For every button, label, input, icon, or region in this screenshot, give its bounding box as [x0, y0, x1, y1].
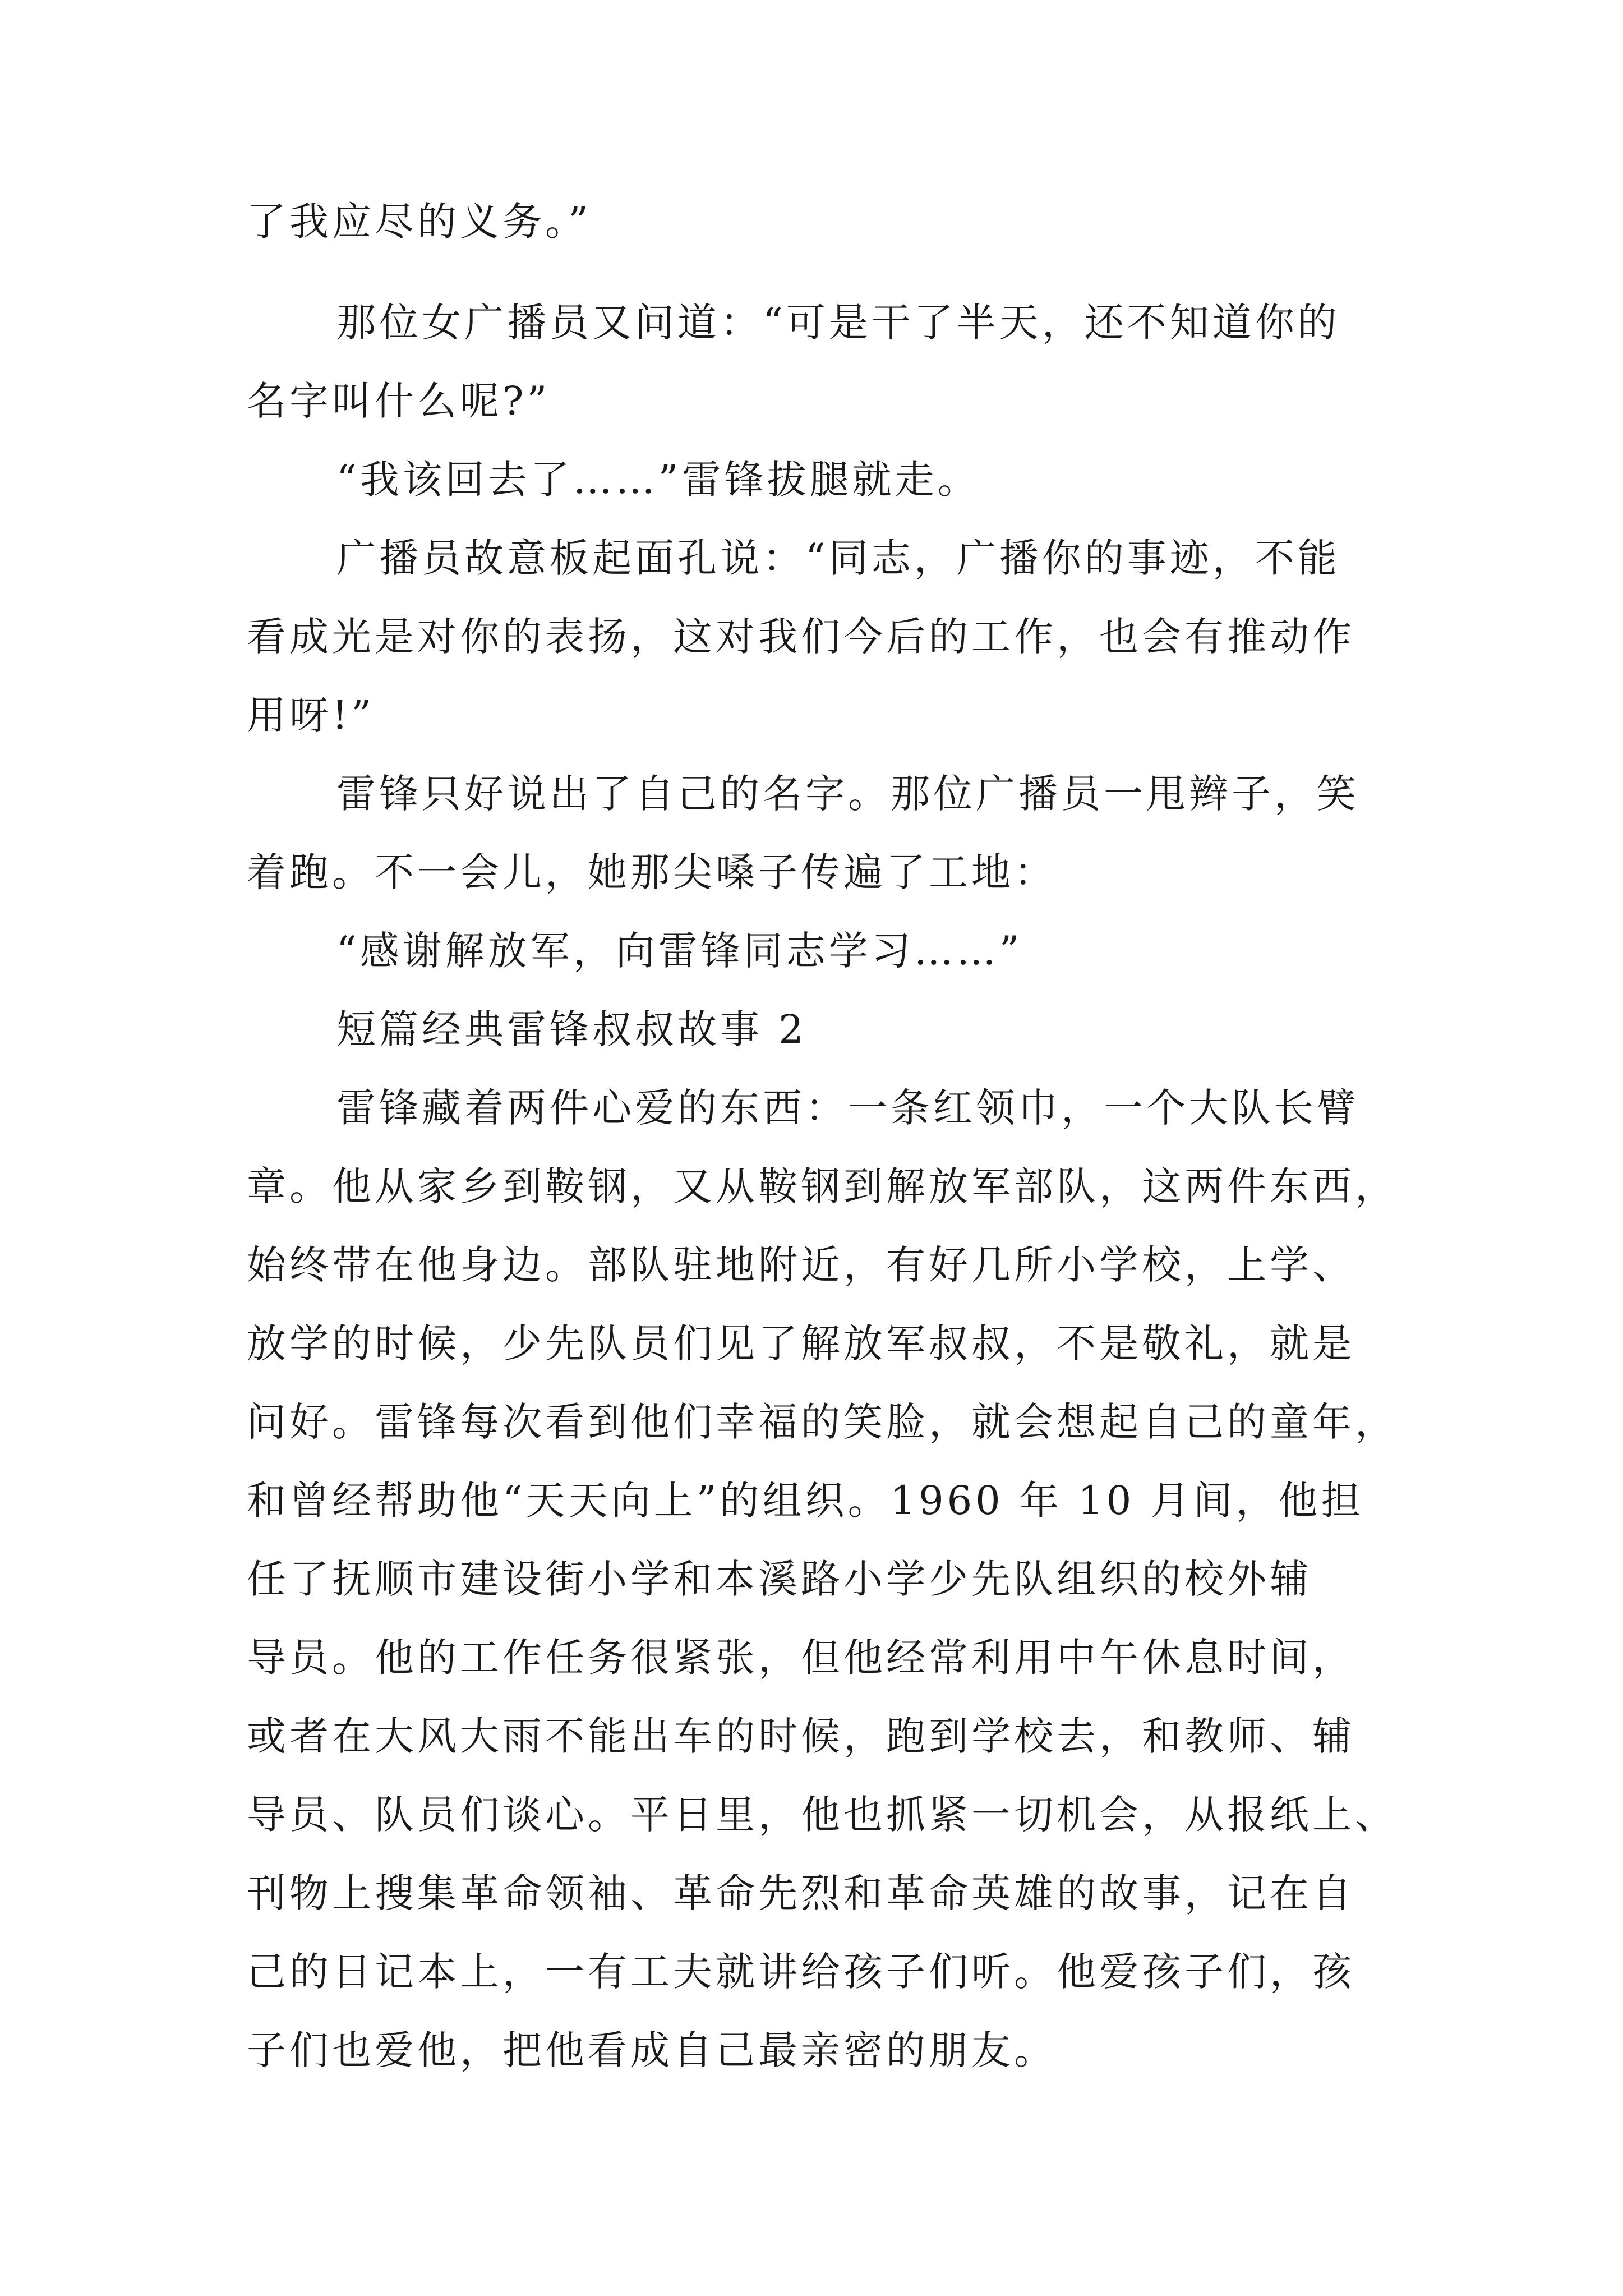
paragraph-line: 任了抚顺市建设街小学和本溪路小学少先队组织的校外辅 — [247, 1556, 1312, 1602]
paragraph-line: 广播员故意板起面孔说：“同志，广播你的事迹，不能 — [336, 535, 1340, 581]
paragraph-line: 雷锋只好说出了自己的名字。那位广播员一甩辫子，笑 — [336, 771, 1359, 817]
paragraph-line: 用呀!” — [247, 692, 375, 738]
paragraph-line: 己的日记本上，一有工夫就讲给孩子们听。他爱孩子们，孩 — [247, 1949, 1355, 1995]
paragraph-line: 了我应尽的义务。” — [247, 199, 592, 245]
paragraph-line: 雷锋藏着两件心爱的东西：一条红领巾，一个大队长臂 — [336, 1085, 1359, 1131]
paragraph-line: 刊物上搜集革命领袖、革命先烈和革命英雄的故事，记在自 — [247, 1870, 1355, 1916]
paragraph-line: 名字叫什么呢?” — [247, 378, 551, 424]
paragraph-line: 章。他从家乡到鞍钢，又从鞍钢到解放军部队，这两件东西， — [247, 1163, 1398, 1209]
section-heading: 短篇经典雷锋叔叔故事 2 — [336, 1006, 807, 1052]
paragraph-line: 问好。雷锋每次看到他们幸福的笑脸，就会想起自己的童年， — [247, 1399, 1398, 1445]
paragraph-line: “我该回去了……”雷锋拔腿就走。 — [336, 457, 980, 503]
paragraph-line: 始终带在他身边。部队驻地附近，有好几所小学校，上学、 — [247, 1242, 1355, 1288]
paragraph-line: 子们也爱他，把他看成自己最亲密的朋友。 — [247, 2027, 1057, 2073]
paragraph-line: 着跑。不一会儿，她那尖嗓子传遍了工地： — [247, 849, 1057, 895]
paragraph-line: 那位女广播员又问道：“可是干了半天，还不知道你的 — [336, 300, 1340, 346]
paragraph-line: 和曾经帮助他“天天向上”的组织。1960 年 10 月间，他担 — [247, 1478, 1364, 1524]
paragraph-line: “感谢解放军，向雷锋同志学习……” — [336, 928, 1023, 974]
paragraph-line: 看成光是对你的表扬，这对我们今后的工作，也会有推动作 — [247, 614, 1355, 660]
paragraph-line: 导员、队员们谈心。平日里，他也抓紧一切机会，从报纸上、 — [247, 1792, 1398, 1838]
paragraph-line: 或者在大风大雨不能出车的时候，跑到学校去，和教师、辅 — [247, 1713, 1355, 1759]
paragraph-line: 导员。他的工作任务很紧张，但他经常利用中午休息时间， — [247, 1635, 1355, 1681]
paragraph-line: 放学的时候，少先队员们见了解放军叔叔，不是敬礼，就是 — [247, 1320, 1355, 1366]
